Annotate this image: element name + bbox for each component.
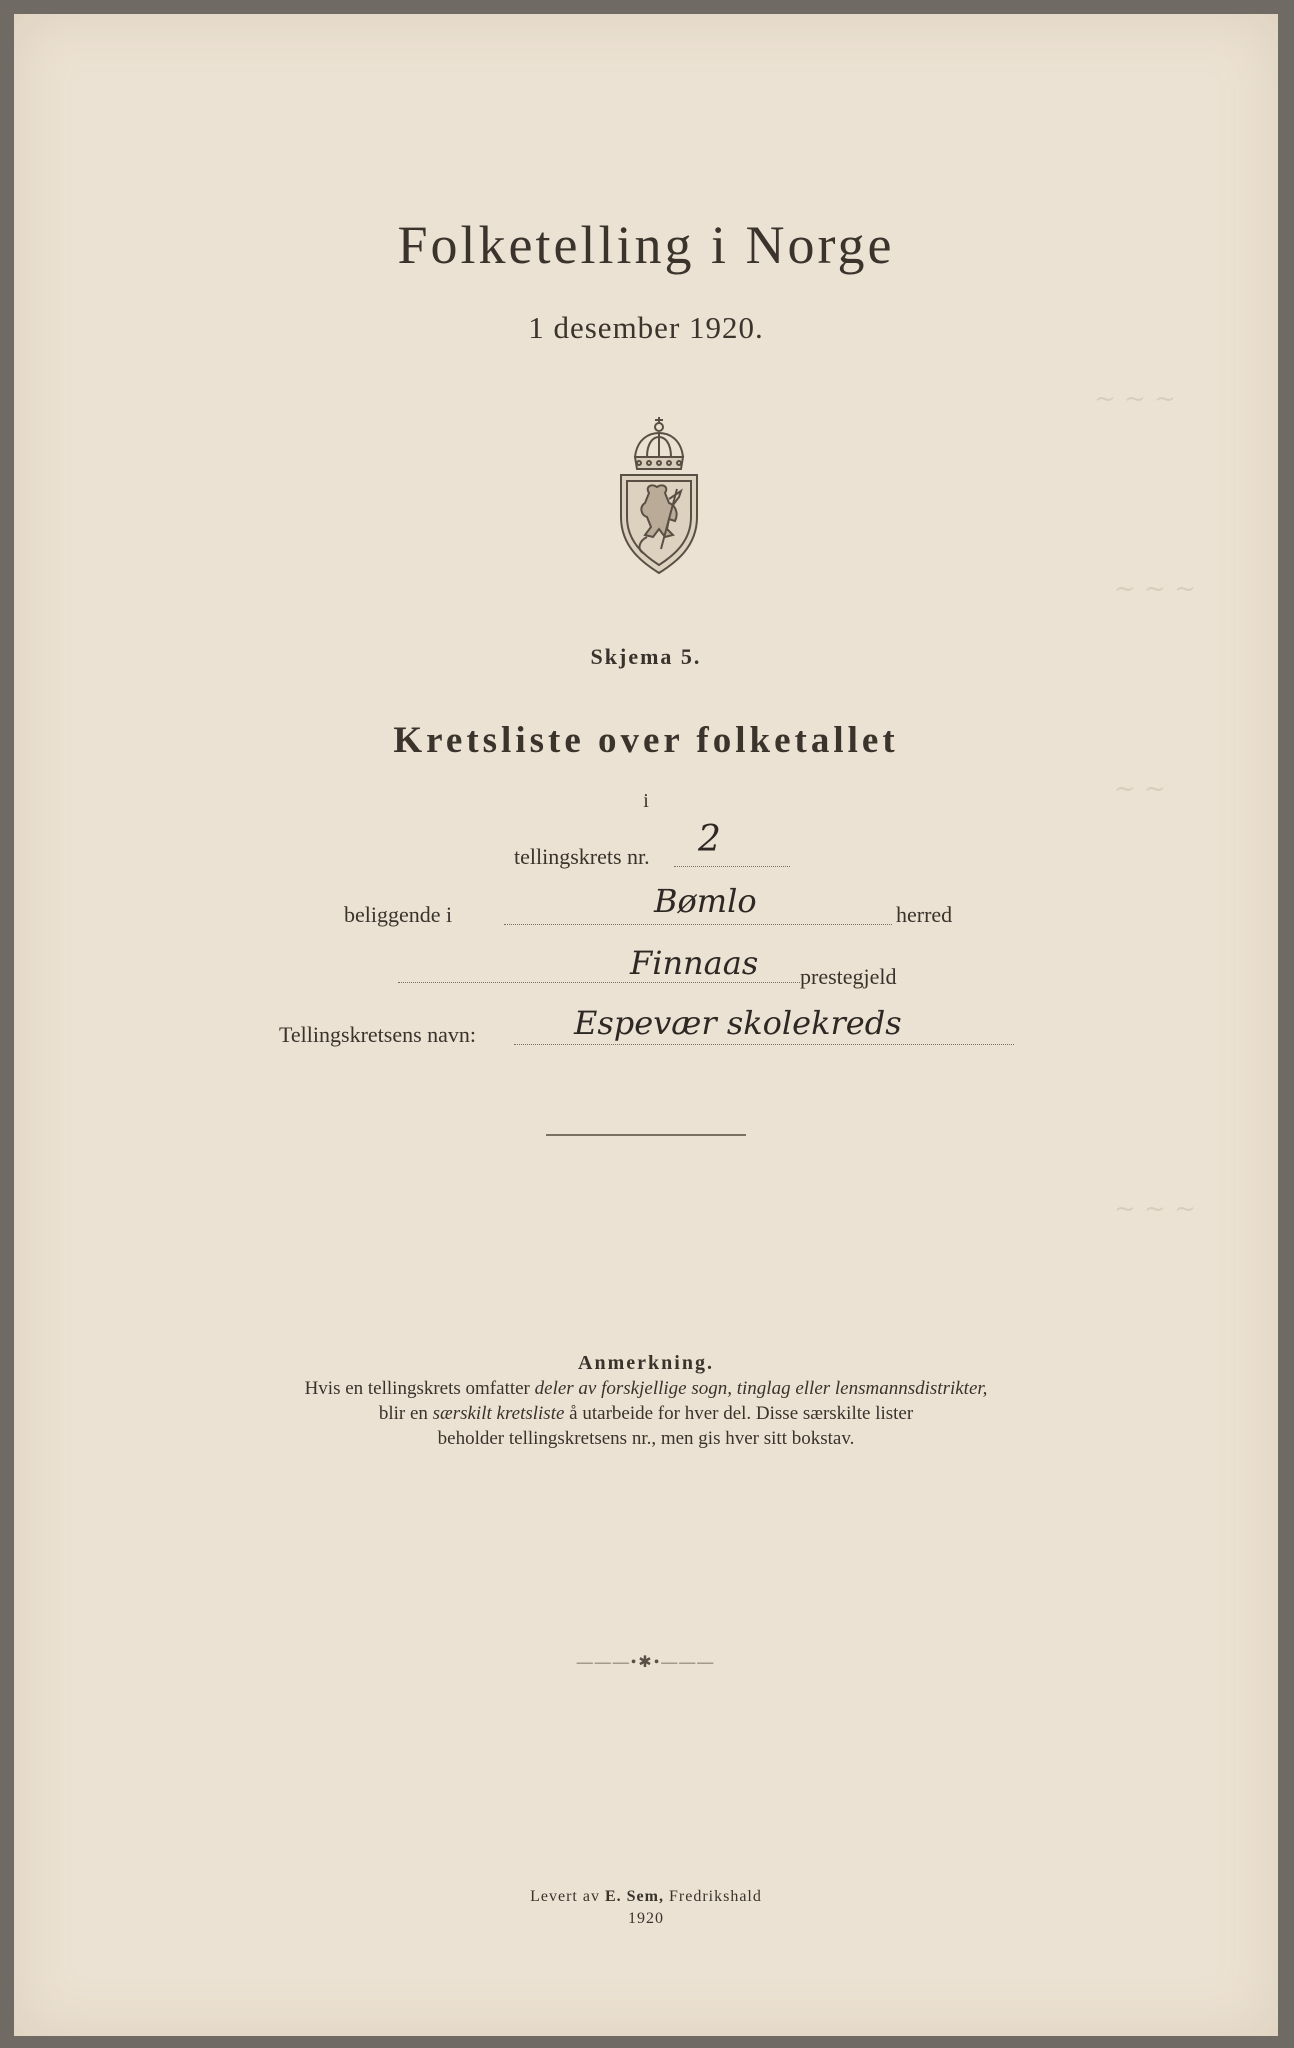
beliggende-label: beliggende i [344, 902, 453, 927]
schema-number: Skjema 5. [590, 644, 702, 669]
document-page [14, 14, 1278, 2036]
note-line-1 [14, 1376, 1278, 1401]
note-emphasis: deler av forskjellige sogn, tinglag eller lensmannsdistrikter, [534, 1378, 988, 1399]
printer-name: E. Sem, [604, 1888, 664, 1905]
printer-place: Fredrikshald [663, 1888, 762, 1905]
form-heading: Kretsliste over folketallet [393, 720, 899, 761]
note-text: å utarbeide for hver del. Disse særskilte lister [564, 1403, 914, 1424]
note-body [14, 1376, 1278, 1451]
note-text: Hvis en tellingskrets omfatter [304, 1378, 535, 1399]
krets-number-label: tellingskrets nr. [514, 844, 650, 869]
note-text: blir en [378, 1403, 433, 1424]
page-title: Folketelling i Norge [397, 215, 895, 275]
krets-name-label: Tellingskretsens navn: [279, 1022, 477, 1047]
printer-prefix: Levert av [530, 1888, 605, 1905]
bleed-through-marks: ~ ~ ~ [1094, 384, 1176, 414]
printer-year: 1920 [628, 1910, 664, 1927]
divider [546, 1134, 746, 1136]
krets-number-value: 2 [698, 819, 721, 860]
coat-of-arms-icon [609, 407, 709, 577]
herred-label: herred [896, 902, 953, 927]
ornament-divider: ———•✱•——— [576, 1654, 716, 1671]
note-heading: Anmerkning. [578, 1352, 714, 1374]
krets-number-line [674, 866, 790, 867]
herred-value: Bømlo [654, 882, 757, 920]
preposition-i: i [643, 790, 649, 812]
bleed-through-marks: ~ ~ [1114, 774, 1166, 804]
prestegjeld-line [398, 982, 800, 983]
prestegjeld-label: prestegjeld [800, 964, 897, 989]
census-date: 1 desember 1920. [528, 310, 764, 345]
krets-name-value: Espevær skolekreds [574, 1004, 902, 1042]
bleed-through-marks: ~ ~ ~ [1114, 1194, 1196, 1224]
note-line-2 [14, 1401, 1278, 1426]
bleed-through-marks: ~ ~ ~ [1114, 574, 1196, 604]
note-emphasis: særskilt kretsliste [432, 1403, 565, 1424]
krets-name-line [514, 1044, 1014, 1045]
printer-line [14, 1886, 1278, 1908]
printer-imprint [14, 1886, 1278, 1930]
herred-line [504, 924, 892, 925]
prestegjeld-value: Finnaas [630, 944, 759, 982]
note-line-3: beholder tellingskretsens nr., men gis hver sitt bokstav. [437, 1428, 855, 1449]
